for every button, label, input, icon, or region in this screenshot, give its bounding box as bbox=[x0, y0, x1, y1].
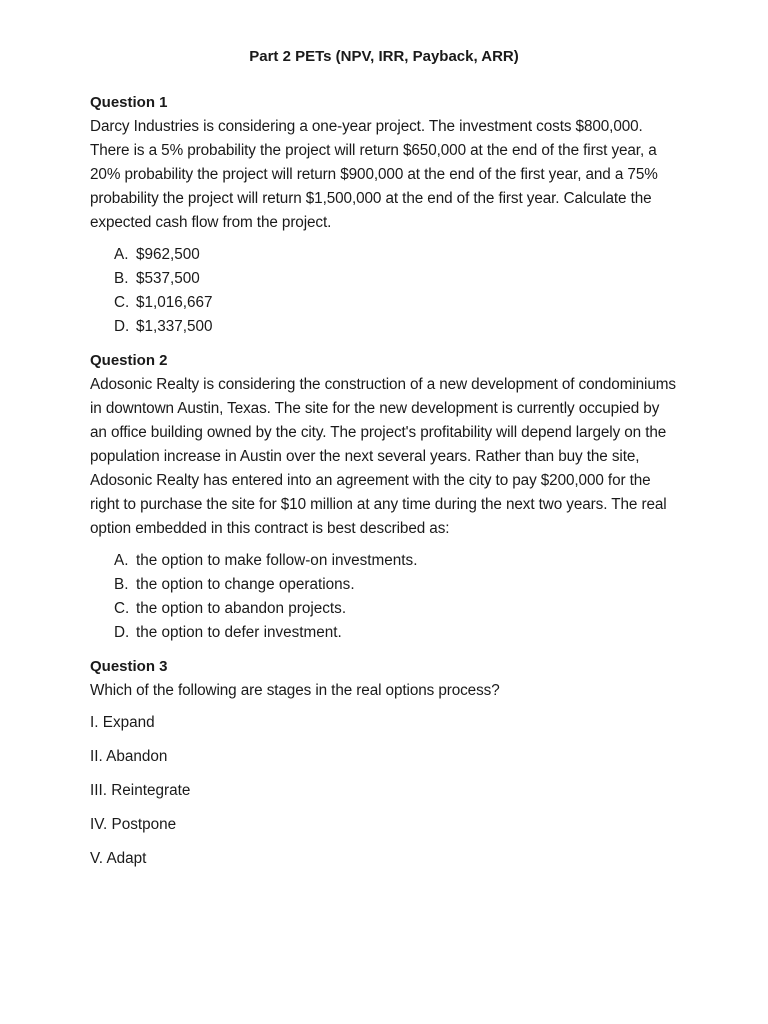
question-heading: Question 3 bbox=[90, 658, 168, 675]
question-text: Which of the following are stages in the real options process? bbox=[90, 682, 500, 699]
option-letter: D. bbox=[114, 624, 130, 641]
option-letter: C. bbox=[114, 294, 130, 311]
option-letter: B. bbox=[114, 576, 129, 593]
option-letter: B. bbox=[114, 270, 129, 287]
option-text: $1,016,667 bbox=[136, 294, 213, 311]
statement-item: V. Adapt bbox=[90, 850, 147, 867]
option-text: $537,500 bbox=[136, 270, 200, 287]
answer-option bbox=[114, 315, 678, 339]
document-title: Part 2 PETs (NPV, IRR, Payback, ARR) bbox=[249, 48, 519, 65]
answer-option bbox=[114, 621, 678, 645]
answer-option bbox=[114, 597, 678, 621]
question-1 bbox=[90, 91, 678, 339]
statement-item: I. Expand bbox=[90, 714, 155, 731]
question-3 bbox=[90, 655, 678, 871]
option-text: the option to make follow-on investments. bbox=[136, 552, 418, 569]
option-text: the option to change operations. bbox=[136, 576, 355, 593]
answer-option bbox=[114, 243, 678, 267]
option-text: $962,500 bbox=[136, 246, 200, 263]
option-letter: A. bbox=[114, 246, 129, 263]
answer-option bbox=[114, 267, 678, 291]
answer-options bbox=[90, 549, 678, 645]
option-letter: C. bbox=[114, 600, 130, 617]
answer-option bbox=[114, 291, 678, 315]
question-text: Adosonic Realty is considering the construction of a new development of condominiums in downtown Austin, Texas. The site for the new development is currently occupied by an office building owned by the city. The project's profitability will depend largely on the population increase in Austin over the next several years. Rather than buy the site, Adosonic Realty has entered into an agreement with the city to pay $200,000 for the right to purchase the site for $10 million at any time during the next two years. The real option embedded in this contract is best described as: bbox=[90, 376, 676, 537]
option-text: $1,337,500 bbox=[136, 318, 213, 335]
statement-item: III. Reintegrate bbox=[90, 782, 191, 799]
option-letter: A. bbox=[114, 552, 129, 569]
question-text: Darcy Industries is considering a one-year project. The investment costs $800,000. There is a 5% probability the project will return $650,000 at the end of the first year, a 20% probability the project will return $900,000 at the end of the first year, and a 75% probability the project will return $1,500,000 at the end of the first year. Calculate the expected cash flow from the project. bbox=[90, 118, 658, 231]
question-heading: Question 1 bbox=[90, 94, 168, 111]
option-text: the option to defer investment. bbox=[136, 624, 342, 641]
answer-option bbox=[114, 549, 678, 573]
statement-item: IV. Postpone bbox=[90, 816, 177, 833]
statement-item: II. Abandon bbox=[90, 748, 168, 765]
question-heading: Question 2 bbox=[90, 352, 168, 369]
option-text: the option to abandon projects. bbox=[136, 600, 347, 617]
option-letter: D. bbox=[114, 318, 130, 335]
question-2 bbox=[90, 349, 678, 645]
statement-list bbox=[90, 711, 678, 871]
answer-options bbox=[90, 243, 678, 339]
answer-option bbox=[114, 573, 678, 597]
